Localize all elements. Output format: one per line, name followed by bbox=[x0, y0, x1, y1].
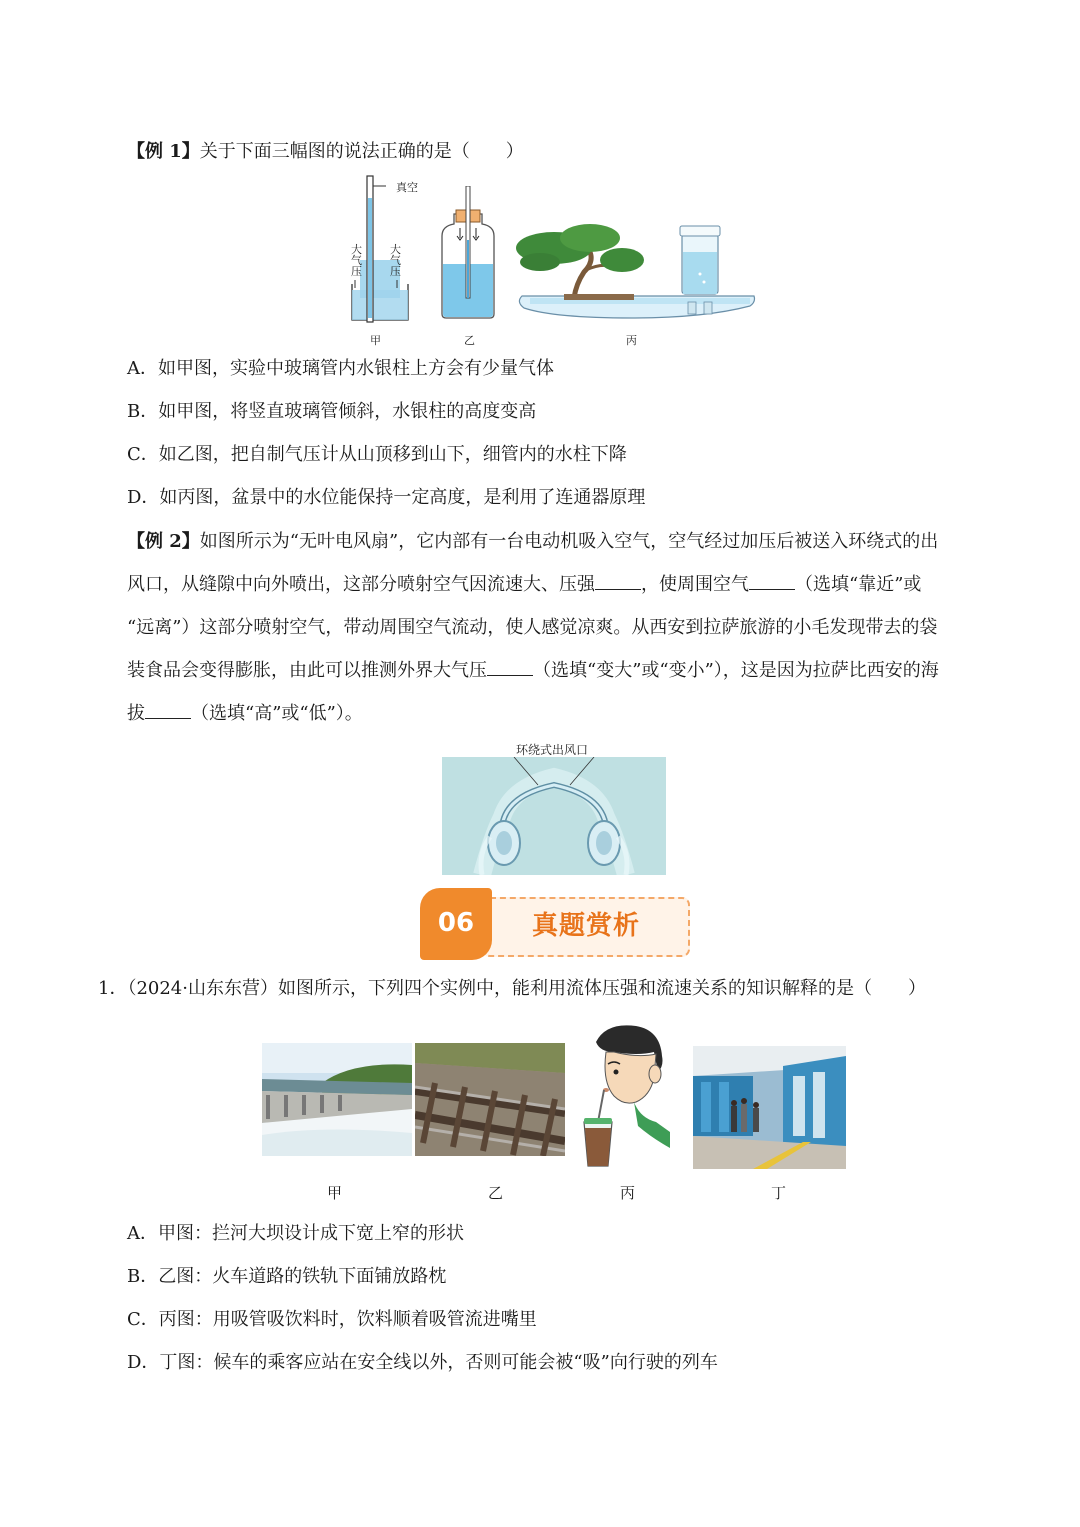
label-atm-left: 大气压 bbox=[351, 243, 362, 278]
photo-jia-dam bbox=[262, 1043, 412, 1156]
question1-option-c: C．丙图：用吸管吸饮料时，饮料顺着吸管流进嘴里 bbox=[127, 1309, 537, 1330]
example2-line4b: （选填“变大”或“变小”），这是因为拉萨比西安的海 bbox=[533, 660, 939, 681]
example1-tag: 【例 1】 bbox=[127, 141, 200, 162]
example1-option-a: A．如甲图，实验中玻璃管内水银柱上方会有少量气体 bbox=[127, 358, 554, 379]
figure-yi-barometer bbox=[436, 186, 500, 322]
example1-option-c: C．如乙图，把自制气压计从山顶移到山下，细管内的水柱下降 bbox=[127, 444, 627, 465]
caption-ding: 丁 bbox=[771, 1184, 787, 1202]
banner-title: 真题赏析 bbox=[532, 911, 641, 941]
fan-outlet-label: 环绕式出风口 bbox=[516, 743, 589, 757]
example2-line5a: 拔 bbox=[127, 703, 145, 724]
section-banner bbox=[420, 888, 692, 960]
photo-yi-railway bbox=[415, 1043, 565, 1156]
illustration-bing-straw bbox=[578, 1022, 670, 1170]
answer-blank-4[interactable] bbox=[145, 702, 191, 719]
figure-bing-bonsai bbox=[504, 222, 760, 322]
caption-bing: 丙 bbox=[620, 1184, 636, 1202]
answer-blank-3[interactable] bbox=[487, 659, 533, 676]
example1-option-b: B．如甲图，将竖直玻璃管倾斜，水银柱的高度变高 bbox=[127, 401, 537, 422]
example1-question bbox=[127, 140, 524, 164]
example2-line2c: （选填“靠近”或 bbox=[795, 574, 922, 595]
example2-line5b: （选填“高”或“低”）。 bbox=[191, 703, 363, 724]
answer-blank-1[interactable] bbox=[595, 573, 641, 590]
figure-bladeless-fan bbox=[442, 757, 666, 875]
example2-line1 bbox=[127, 530, 938, 554]
example1-question-text: 关于下面三幅图的说法正确的是（ ） bbox=[199, 141, 524, 162]
example2-line2 bbox=[127, 573, 921, 597]
label-bing: 丙 bbox=[626, 334, 637, 347]
label-vacuum: 真空 bbox=[396, 181, 418, 194]
example2-line1-text: 如图所示为“无叶电风扇”，它内部有一台电动机吸入空气，空气经过加压后被送入环绕式的出 bbox=[199, 531, 939, 552]
label-atm-right: 大气压 bbox=[390, 243, 401, 278]
example2-line4 bbox=[127, 659, 939, 683]
example2-line2b: ，使周围空气 bbox=[641, 574, 749, 595]
label-jia: 甲 bbox=[370, 334, 381, 347]
example2-line5 bbox=[127, 702, 363, 726]
label-yi: 乙 bbox=[464, 334, 475, 347]
example1-option-d: D．如丙图，盆景中的水位能保持一定高度，是利用了连通器原理 bbox=[127, 487, 646, 508]
banner-number: 06 bbox=[437, 908, 475, 938]
question1-option-b: B．乙图：火车道路的铁轨下面铺放路枕 bbox=[127, 1266, 447, 1287]
caption-yi: 乙 bbox=[488, 1184, 504, 1202]
example2-line3: “远离”）这部分喷射空气，带动周围空气流动，使人感觉凉爽。从西安到拉萨旅游的小毛发现带去的袋 bbox=[127, 617, 938, 638]
answer-blank-2[interactable] bbox=[749, 573, 795, 590]
question1-option-a: A．甲图：拦河大坝设计成下宽上窄的形状 bbox=[127, 1223, 464, 1244]
caption-jia: 甲 bbox=[327, 1184, 343, 1202]
question1-option-d: D．丁图：候车的乘客应站在安全线以外，否则可能会被“吸”向行驶的列车 bbox=[127, 1352, 718, 1373]
example2-line2a: 风口，从缝隙中向外喷出，这部分喷射空气因流速大、压强 bbox=[127, 574, 595, 595]
photo-ding-metro bbox=[693, 1046, 846, 1169]
example2-line4a: 装食品会变得膨胀，由此可以推测外界大气压 bbox=[127, 660, 487, 681]
example2-tag: 【例 2】 bbox=[127, 531, 200, 552]
question1-stem: 1．（2024·山东东营）如图所示，下列四个实例中，能利用流体压强和流速关系的知识解释的是（ ） bbox=[98, 978, 926, 999]
